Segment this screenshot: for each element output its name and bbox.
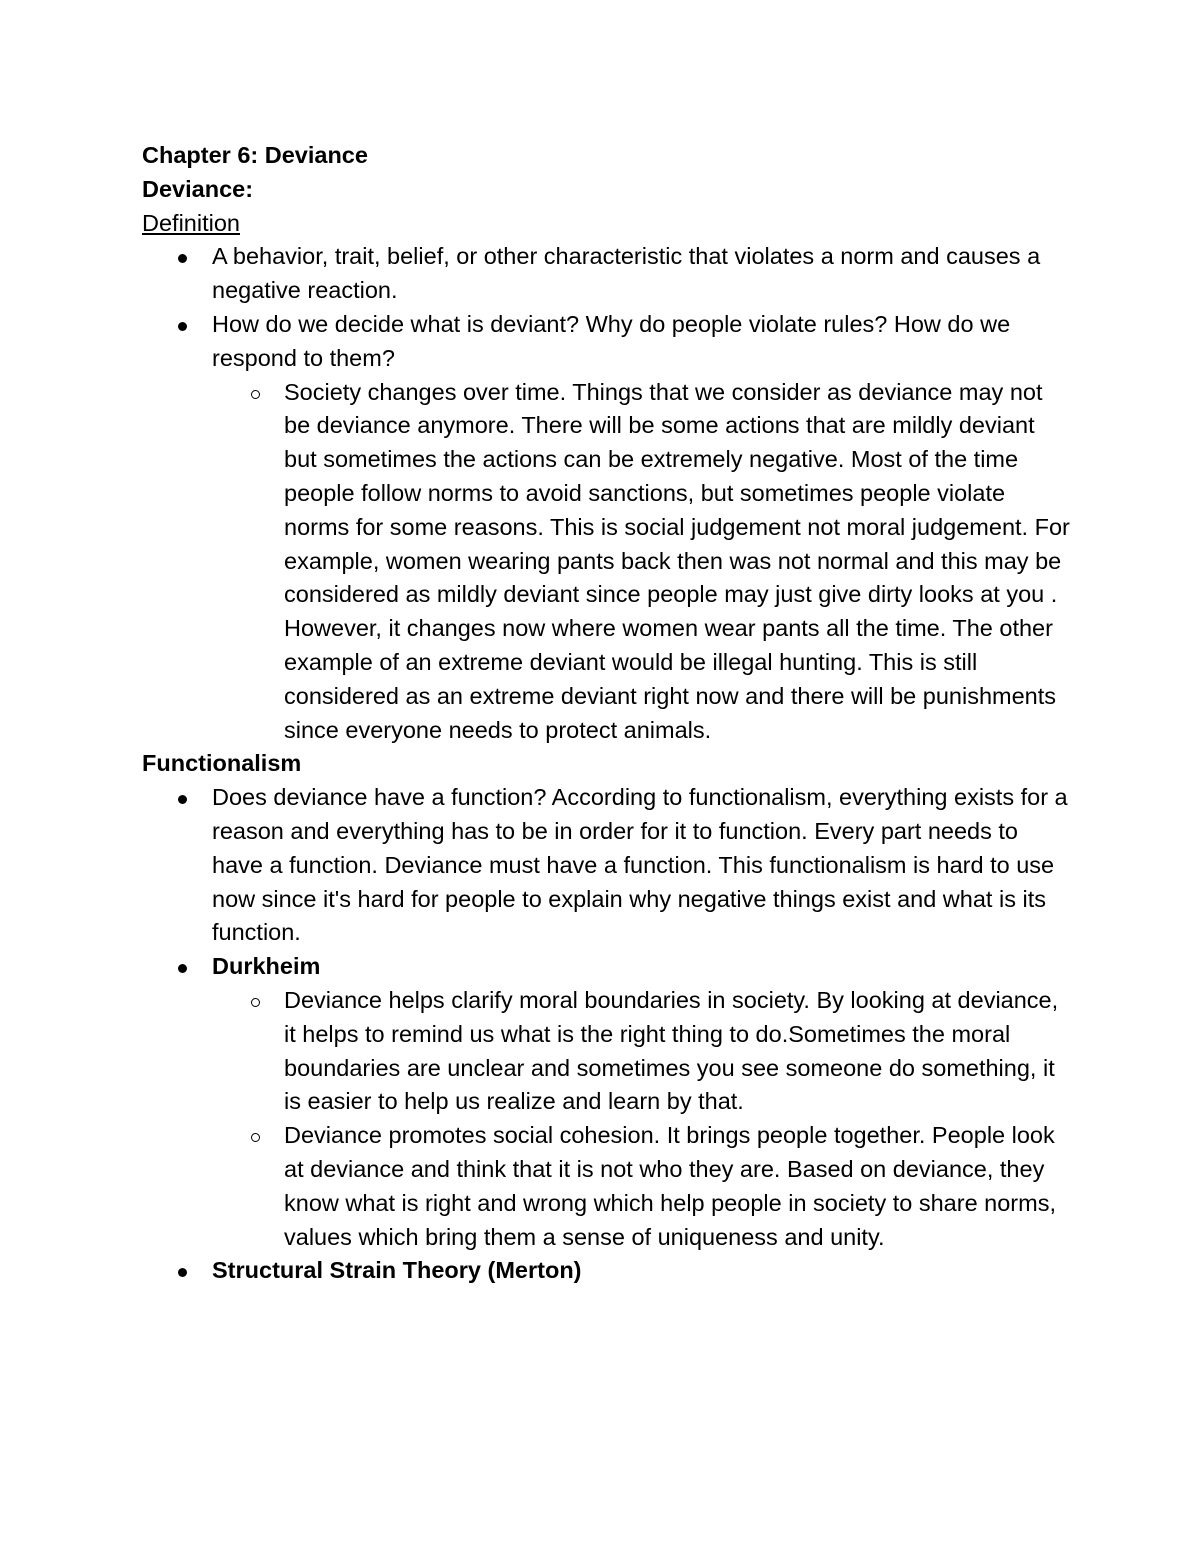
list-item-text: How do we decide what is deviant? Why do people violate rules? How do we respond to them? bbox=[212, 310, 1011, 371]
bullet-icon bbox=[178, 964, 187, 973]
bullet-icon bbox=[178, 795, 187, 804]
list-item bbox=[212, 308, 1072, 747]
durkheim-heading: Durkheim bbox=[212, 953, 321, 980]
functionalism-list bbox=[142, 781, 1072, 1288]
bullet-icon bbox=[178, 1268, 187, 1277]
hollow-bullet-icon bbox=[251, 1133, 260, 1142]
list-item bbox=[212, 781, 1072, 950]
subsection-heading-definition: Definition bbox=[142, 209, 240, 236]
list-item bbox=[212, 240, 1072, 308]
sublist-item-text: Society changes over time. Things that we consider as deviance may not be deviance anymore. There will be some actions that are mildly deviant but sometimes the actions can be extremely negative. Most of the time people follow norms to avoid sanctions, but sometimes people violate norms for some reasons. This is social judgement not moral judgement. For example, women wearing pants back then was not normal and this may be considered as mildly deviant since people may just give dirty looks at you . However, it changes now where women wear pants all the time. The other example of an extreme deviant would be illegal hunting. This is still considered as an extreme deviant right now and there will be punishments since everyone needs to protect animals. bbox=[284, 378, 1070, 743]
list-item bbox=[212, 950, 1072, 1254]
durkheim-sublist bbox=[212, 984, 1072, 1254]
list-item-text: Does deviance have a function? According to functionalism, everything exists for a reason and everything has to be in order for it to function. Every part needs to have a function. Deviance must have a function. This functionalism is hard to use now since it's hard for people to explain why negative things exist and what is its function. bbox=[212, 784, 1068, 946]
sublist-item bbox=[284, 376, 1072, 748]
definition-sublist bbox=[212, 376, 1072, 748]
page-title: Chapter 6: Deviance bbox=[142, 142, 368, 168]
definition-list bbox=[142, 240, 1072, 747]
sublist-item bbox=[284, 984, 1072, 1119]
sublist-item-text: Deviance helps clarify moral boundaries in society. By looking at deviance, it helps to remind us what is the right thing to do.Sometimes the moral boundaries are unclear and sometimes you see someone do something, it is easier to help us realize and learn by that. bbox=[284, 986, 1059, 1115]
bullet-icon bbox=[178, 254, 187, 263]
hollow-bullet-icon bbox=[251, 390, 260, 399]
bullet-icon bbox=[178, 322, 187, 331]
document-body bbox=[142, 139, 1072, 1288]
section-heading-functionalism: Functionalism bbox=[142, 750, 302, 777]
section-heading-deviance: Deviance: bbox=[142, 175, 254, 202]
sublist-item bbox=[284, 1119, 1072, 1254]
list-item bbox=[212, 1254, 1072, 1288]
sublist-item-text: Deviance promotes social cohesion. It brings people together. People look at deviance and think that it is not who they are. Based on deviance, they know what is right and wrong which help people in society to share norms, values which bring them a sense of uniqueness and unity. bbox=[284, 1122, 1056, 1250]
list-item-text: A behavior, trait, belief, or other characteristic that violates a norm and causes a negative reaction. bbox=[212, 243, 1041, 304]
strain-theory-heading: Structural Strain Theory (Merton) bbox=[212, 1257, 582, 1284]
hollow-bullet-icon bbox=[251, 998, 260, 1007]
